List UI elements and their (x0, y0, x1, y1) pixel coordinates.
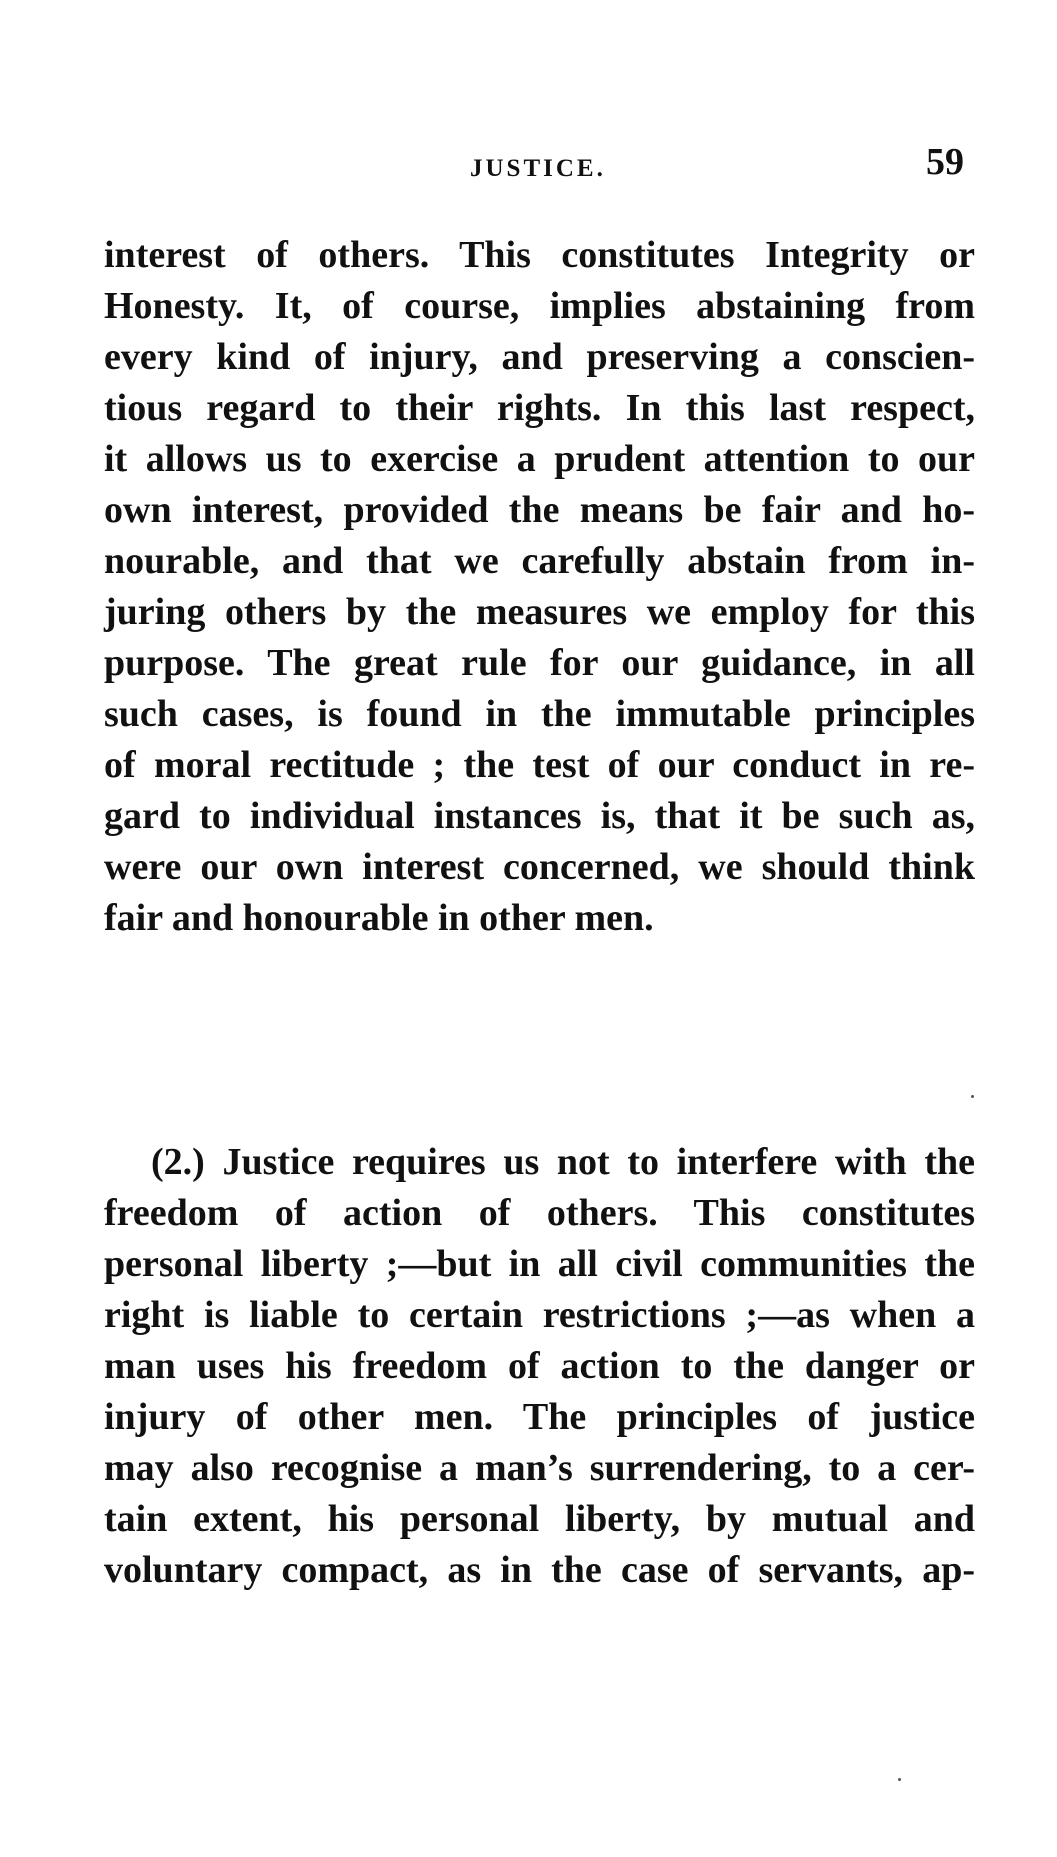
text-line: every kind of injury, and preserving a conscien- (104, 336, 975, 378)
text-line: Honesty. It, of course, implies abstaining from (104, 285, 975, 327)
print-speck (971, 1095, 974, 1098)
running-header: JUSTICE. (470, 155, 606, 182)
text-line: voluntary compact, as in the case of servants, ap- (104, 1549, 975, 1591)
text-line: injury of other men. The principles of justice (104, 1396, 975, 1438)
text-line: juring others by the measures we employ for this (104, 591, 975, 633)
text-line: may also recognise a man’s surrendering, to a cer- (104, 1447, 975, 1489)
text-line: were our own interest concerned, we should think (104, 846, 975, 888)
text-line: own interest, provided the means be fair and ho- (104, 489, 975, 531)
text-line: tain extent, his personal liberty, by mutual and (104, 1498, 975, 1540)
text-line: right is liable to certain restrictions ;—as when a (104, 1294, 975, 1336)
text-line: purpose. The great rule for our guidance, in all (104, 642, 975, 684)
text-line: fair and honourable in other men. (104, 897, 654, 939)
text-line: tious regard to their rights. In this last respect, (104, 387, 975, 429)
text-line: man uses his freedom of action to the danger or (104, 1345, 975, 1387)
page-number: 59 (926, 141, 964, 183)
print-speck (898, 1778, 901, 1781)
text-line: nourable, and that we carefully abstain from in- (104, 540, 975, 582)
text-line: it allows us to exercise a prudent attention to our (104, 438, 975, 480)
text-line: of moral rectitude ; the test of our conduct in re- (104, 744, 975, 786)
text-line: personal liberty ;—but in all civil communities the (104, 1243, 975, 1285)
text-line: gard to individual instances is, that it be such as, (104, 795, 975, 837)
text-line: interest of others. This constitutes Integrity or (104, 234, 975, 276)
text-line: freedom of action of others. This constitutes (104, 1192, 975, 1234)
text-line: such cases, is found in the immutable principles (104, 693, 975, 735)
text-line: (2.) Justice requires us not to interfere with the (151, 1141, 975, 1183)
